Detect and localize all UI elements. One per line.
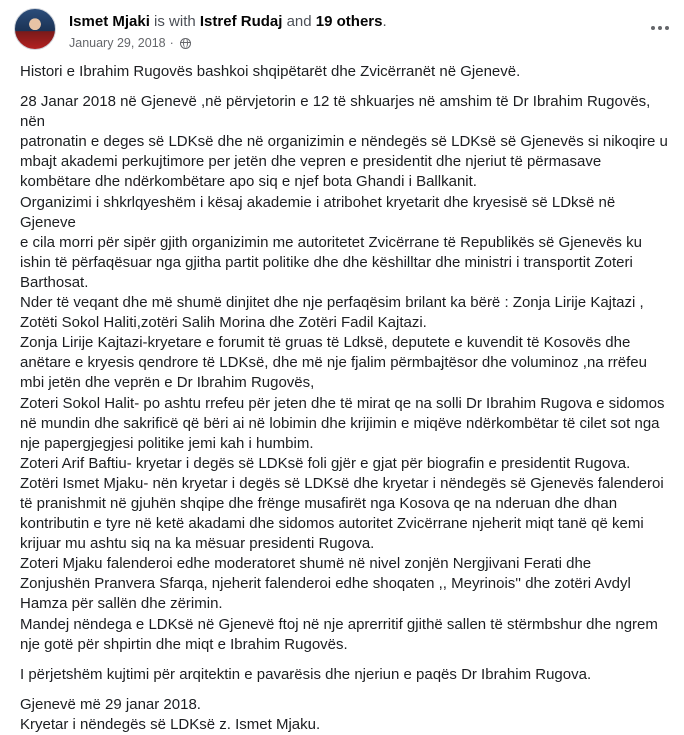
post-paragraph: mbi jetën dhe veprën e Dr Ibrahim Rugovës, (20, 374, 315, 392)
post-paragraph: Zoteri Mjaku falenderoi edhe moderatoret shumë në nivel zonjën Nergjivani Ferati dhe (20, 555, 592, 573)
post-paragraph: Nder të veqant dhe më shumë dinjitet dhe nje perfaqësim brilant ka bërë : Zonja Lirije Kajtazi , (20, 294, 644, 312)
post-paragraph: e cila morri për sipër gjith organizimin me autoritetet Zvicërrane të Republikës së Gjenevës ku (20, 233, 642, 251)
author-name[interactable]: Ismet Mjaki (69, 13, 150, 30)
tagged-person[interactable]: Istref Rudaj (199, 13, 283, 30)
author-avatar[interactable] (14, 8, 56, 50)
post-signature-line: Kryetar i nëndegës së LDKsë z. Ismet Mjaku. (20, 715, 321, 733)
headline-and: and (282, 13, 316, 30)
post-paragraph: Zonjushën Pranvera Sfarqa, njeherit falenderoi edhe shoqaten ,, Meyrinois'' dhe zotëri Avdyl (20, 575, 631, 593)
globe-icon[interactable] (180, 38, 191, 49)
post-paragraph: Zonja Lirije Kajtazi-kryetare e forumit të gruas të Ldksë, deputete e kuvendit të Kosovës dhe (20, 334, 631, 352)
post-paragraph: Barthosat. (20, 273, 89, 291)
post-paragraph: Mandej nëndega e LDKsë në Gjenevë ftoj në nje aprerritif gjithë sallen të stërmbshur dhe ngrem (20, 615, 658, 633)
post-paragraph: kombëtare dhe ndërkombëtare apo siq e njef bota Ghandi i Ballkanit. (20, 173, 477, 191)
meta-separator: · (169, 36, 174, 50)
post-paragraph: ishin të përfaqësuar nga gjitha partit politike dhe dhe këshilltar dhe ministri i transportit Zoteri (20, 253, 633, 271)
post-paragraph: nje papergjegjesi politike jemi kah i humbim. (20, 434, 314, 452)
post-paragraph: patronatin e deges së LDKsë dhe në organizimin e nëndegës së LDKsë së Gjenevës si nikoqire u (20, 133, 668, 151)
post-paragraph: mbajt akademi perkujtimore per jetën dhe vepren e presidentit dhe njeriut të përmasave (20, 153, 602, 171)
post-paragraph: anëtare e kryesis qendrore të LDKsë, dhe më nje fjalim përmbajtësor dhe voluminoz ,na rrëfeu (20, 354, 647, 372)
post-paragraph: të pranishmit në gjuhën shqipe dhe frënge musafirët nga Kosova qe na nderuan dhe dhan (20, 494, 618, 512)
post-paragraph: Zotëri Ismet Mjaku- nën kryetar i degës së LDKsë dhe kryetar i nëndegës së Gjenevës falenderoi (20, 474, 664, 492)
tagged-others-link[interactable]: 19 others (315, 13, 383, 30)
post-title: Histori e Ibrahim Rugovës bashkoi shqipëtarët dhe Zvicërranët në Gjenevë. (20, 63, 521, 80)
post-headline (69, 12, 387, 32)
headline-period: . (382, 13, 387, 30)
post-paragraph: Organizimi i shkrlqyeshëm i kësaj akademie i atribohet kryetarit dhe kryesisë së LDksë në Gjeneve (20, 193, 616, 231)
post-paragraph: Hamza për sallën dhe zërimin. (20, 595, 223, 613)
post-signature-line: Gjenevë më 29 janar 2018. (20, 695, 201, 713)
post-paragraph: kontributin e tyre në ketë akadami dhe sidomos autoritet Zvicërrane njeherit miqt tanë që kemi (20, 515, 644, 533)
post-paragraph: në mundin dhe sakrificë që bëri ai në lobimin dhe krijimin e miqëve ndërkombëtar të cilet sot nga (20, 414, 660, 432)
post-meta (69, 36, 191, 50)
post-paragraph: 28 Janar 2018 në Gjenevë ,në përvjetorin e 12 të shkuarjes në amshim të Dr Ibrahim Rugovës, nën (20, 93, 651, 131)
post-paragraph: Zoteri Sokol Halit- po ashtu rrefeu për jeten dhe të mirat qe na solli Dr Ibrahim Rugova e sidomos (20, 394, 665, 412)
post-body (20, 62, 670, 735)
post-header (14, 8, 684, 58)
post-paragraph: nje gotë për shpirtin dhe miqt e Ibrahim Rugovës. (20, 635, 348, 653)
more-options-icon[interactable] (646, 20, 674, 36)
post-paragraph: Zoteri Arif Baftiu- kryetar i degës së LDKsë foli gjër e gjat për biografin e presidentit Rugova. (20, 454, 631, 472)
post-paragraph: krijuar mu ashtu siq na ka mësuar presidenti Rugova. (20, 535, 375, 553)
post-paragraph: Zotëti Sokol Haliti,zotëri Salih Morina dhe Zotëri Fadil Kajtazi. (20, 314, 427, 332)
post-closing: I përjetshëm kujtimi për arqitektin e pavarësis dhe njeriun e paqës Dr Ibrahim Rugova. (20, 665, 592, 683)
post-date[interactable]: January 29, 2018 (69, 36, 166, 50)
headline-connector: is with (149, 13, 200, 30)
